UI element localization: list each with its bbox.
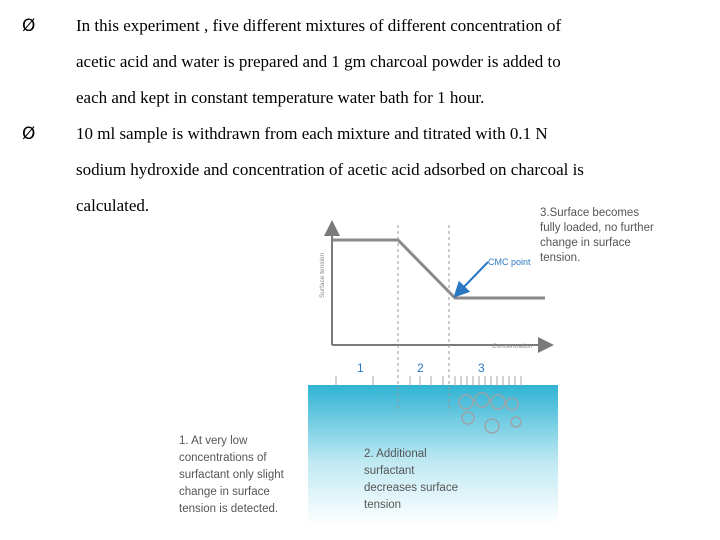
surfactant-molecules [336,376,521,386]
region-number: 3 [478,361,485,375]
region-number: 1 [357,361,364,375]
cmc-label: CMC point [488,257,531,267]
bullet-line: calculated. [76,196,150,215]
water-region [308,385,558,525]
bullet-line: In this experiment , five different mixtures of different concentration of [76,16,562,35]
cmc-arrow [459,262,488,292]
note-surface-loaded: 3.Surface becomes fully loaded, no further change in surface tension. [540,207,654,264]
arrow-bullet-icon: Ø [22,16,36,36]
y-axis-label: Surface tension [319,252,326,298]
note-low-concentration: 1. At very low concentrations of surfactant only slight change in surface tension is detected. [179,435,284,515]
arrow-bullet-icon: Ø [22,124,36,144]
x-axis-label: Concentration [492,343,533,350]
bullet-line: each and kept in constant temperature water bath for 1 hour. [76,88,485,107]
note-additional-surfactant: 2. Additional surfactant decreases surface tension [364,448,458,511]
bullet-line: sodium hydroxide and concentration of acetic acid adsorbed on charcoal is [76,160,584,179]
bullet-line: acetic acid and water is prepared and 1 gm charcoal powder is added to [76,52,561,71]
bullet-line: 10 ml sample is withdrawn from each mixture and titrated with 0.1 N [76,124,548,143]
region-number: 2 [417,361,424,375]
surface-tension-curve [332,240,545,298]
